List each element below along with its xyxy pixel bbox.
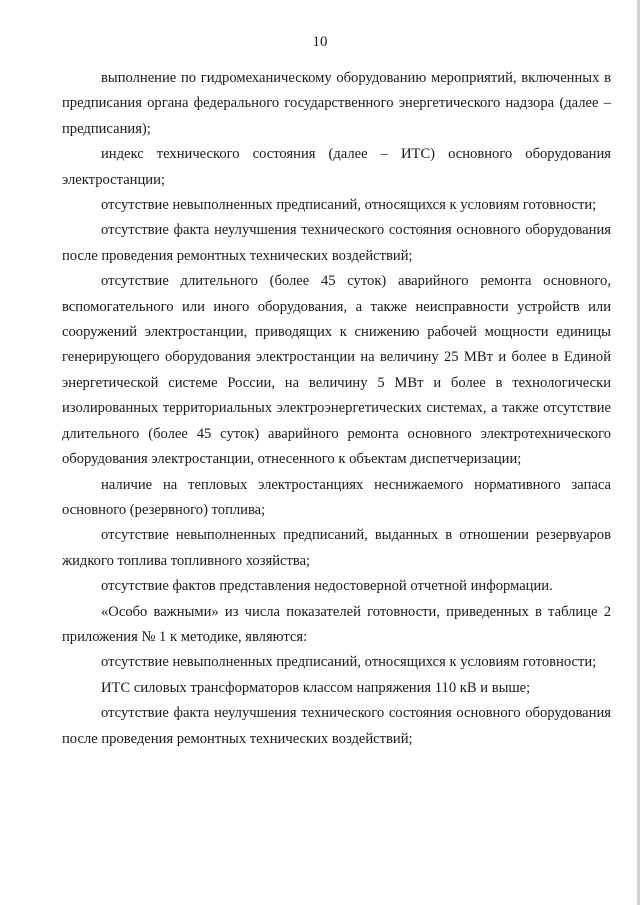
paragraph-hydromechanical-measures: выполнение по гидромеханическому оборудованию мероприятий, включенных в предписания органа федерального государственного энергетического надзора (далее – предписания); [62, 70, 611, 137]
paragraph-no-unfulfilled-orders-2: отсутствие невыполненных предписаний, относящихся к условиям готовности; [101, 654, 597, 671]
paragraph-no-unfulfilled-orders: отсутствие невыполненных предписаний, относящихся к условиям готовности; [101, 197, 597, 214]
paragraph-no-non-improvement: отсутствие факта неулучшения технического состояния основного оборудования после проведения ремонтных технических воздействий; [62, 222, 611, 264]
paragraph-technical-condition-index: индекс технического состояния (далее – ИТС) основного оборудования электростанции; [62, 146, 611, 188]
paragraph-no-non-improvement-2: отсутствие факта неулучшения технического состояния основного оборудования после проведения ремонтных технических воздействий; [62, 705, 611, 747]
paragraph-especially-important: «Особо важными» из числа показателей готовности, приведенных в таблице 2 приложения № 1 к методике, являются: [62, 603, 611, 645]
paragraph-no-false-reporting: отсутствие фактов представления недостоверной отчетной информации. [101, 578, 553, 595]
document-body [62, 66, 611, 752]
paragraph-fuel-tank-orders: отсутствие невыполненных предписаний, выданных в отношении резервуаров жидкого топлива топливного хозяйства; [62, 527, 611, 569]
paragraph-fuel-reserve: наличие на тепловых электростанциях неснижаемого нормативного запаса основного (резервного) топлива; [62, 476, 611, 518]
paragraph-no-long-emergency-repair: отсутствие длительного (более 45 суток) аварийного ремонта основного, вспомогательного или иного оборудования, а также неисправности устройств или сооружений электростанции, приводящих к снижению рабочей мощности единицы генерирующего оборудования электростанции на величину 25 МВт и более в Единой энергетической системе России, на величину 5 МВт и более в технологически изолированных территориальных электроэнергетических системах, а также отсутствие длительного (более 45 суток) аварийного ремонта основного электротехнического оборудования электростанции, отнесенного к объектам диспетчеризации; [62, 273, 611, 468]
paragraph-transformer-its: ИТС силовых трансформаторов классом напряжения 110 кВ и выше; [101, 679, 531, 696]
page-number: 10 [312, 34, 328, 50]
